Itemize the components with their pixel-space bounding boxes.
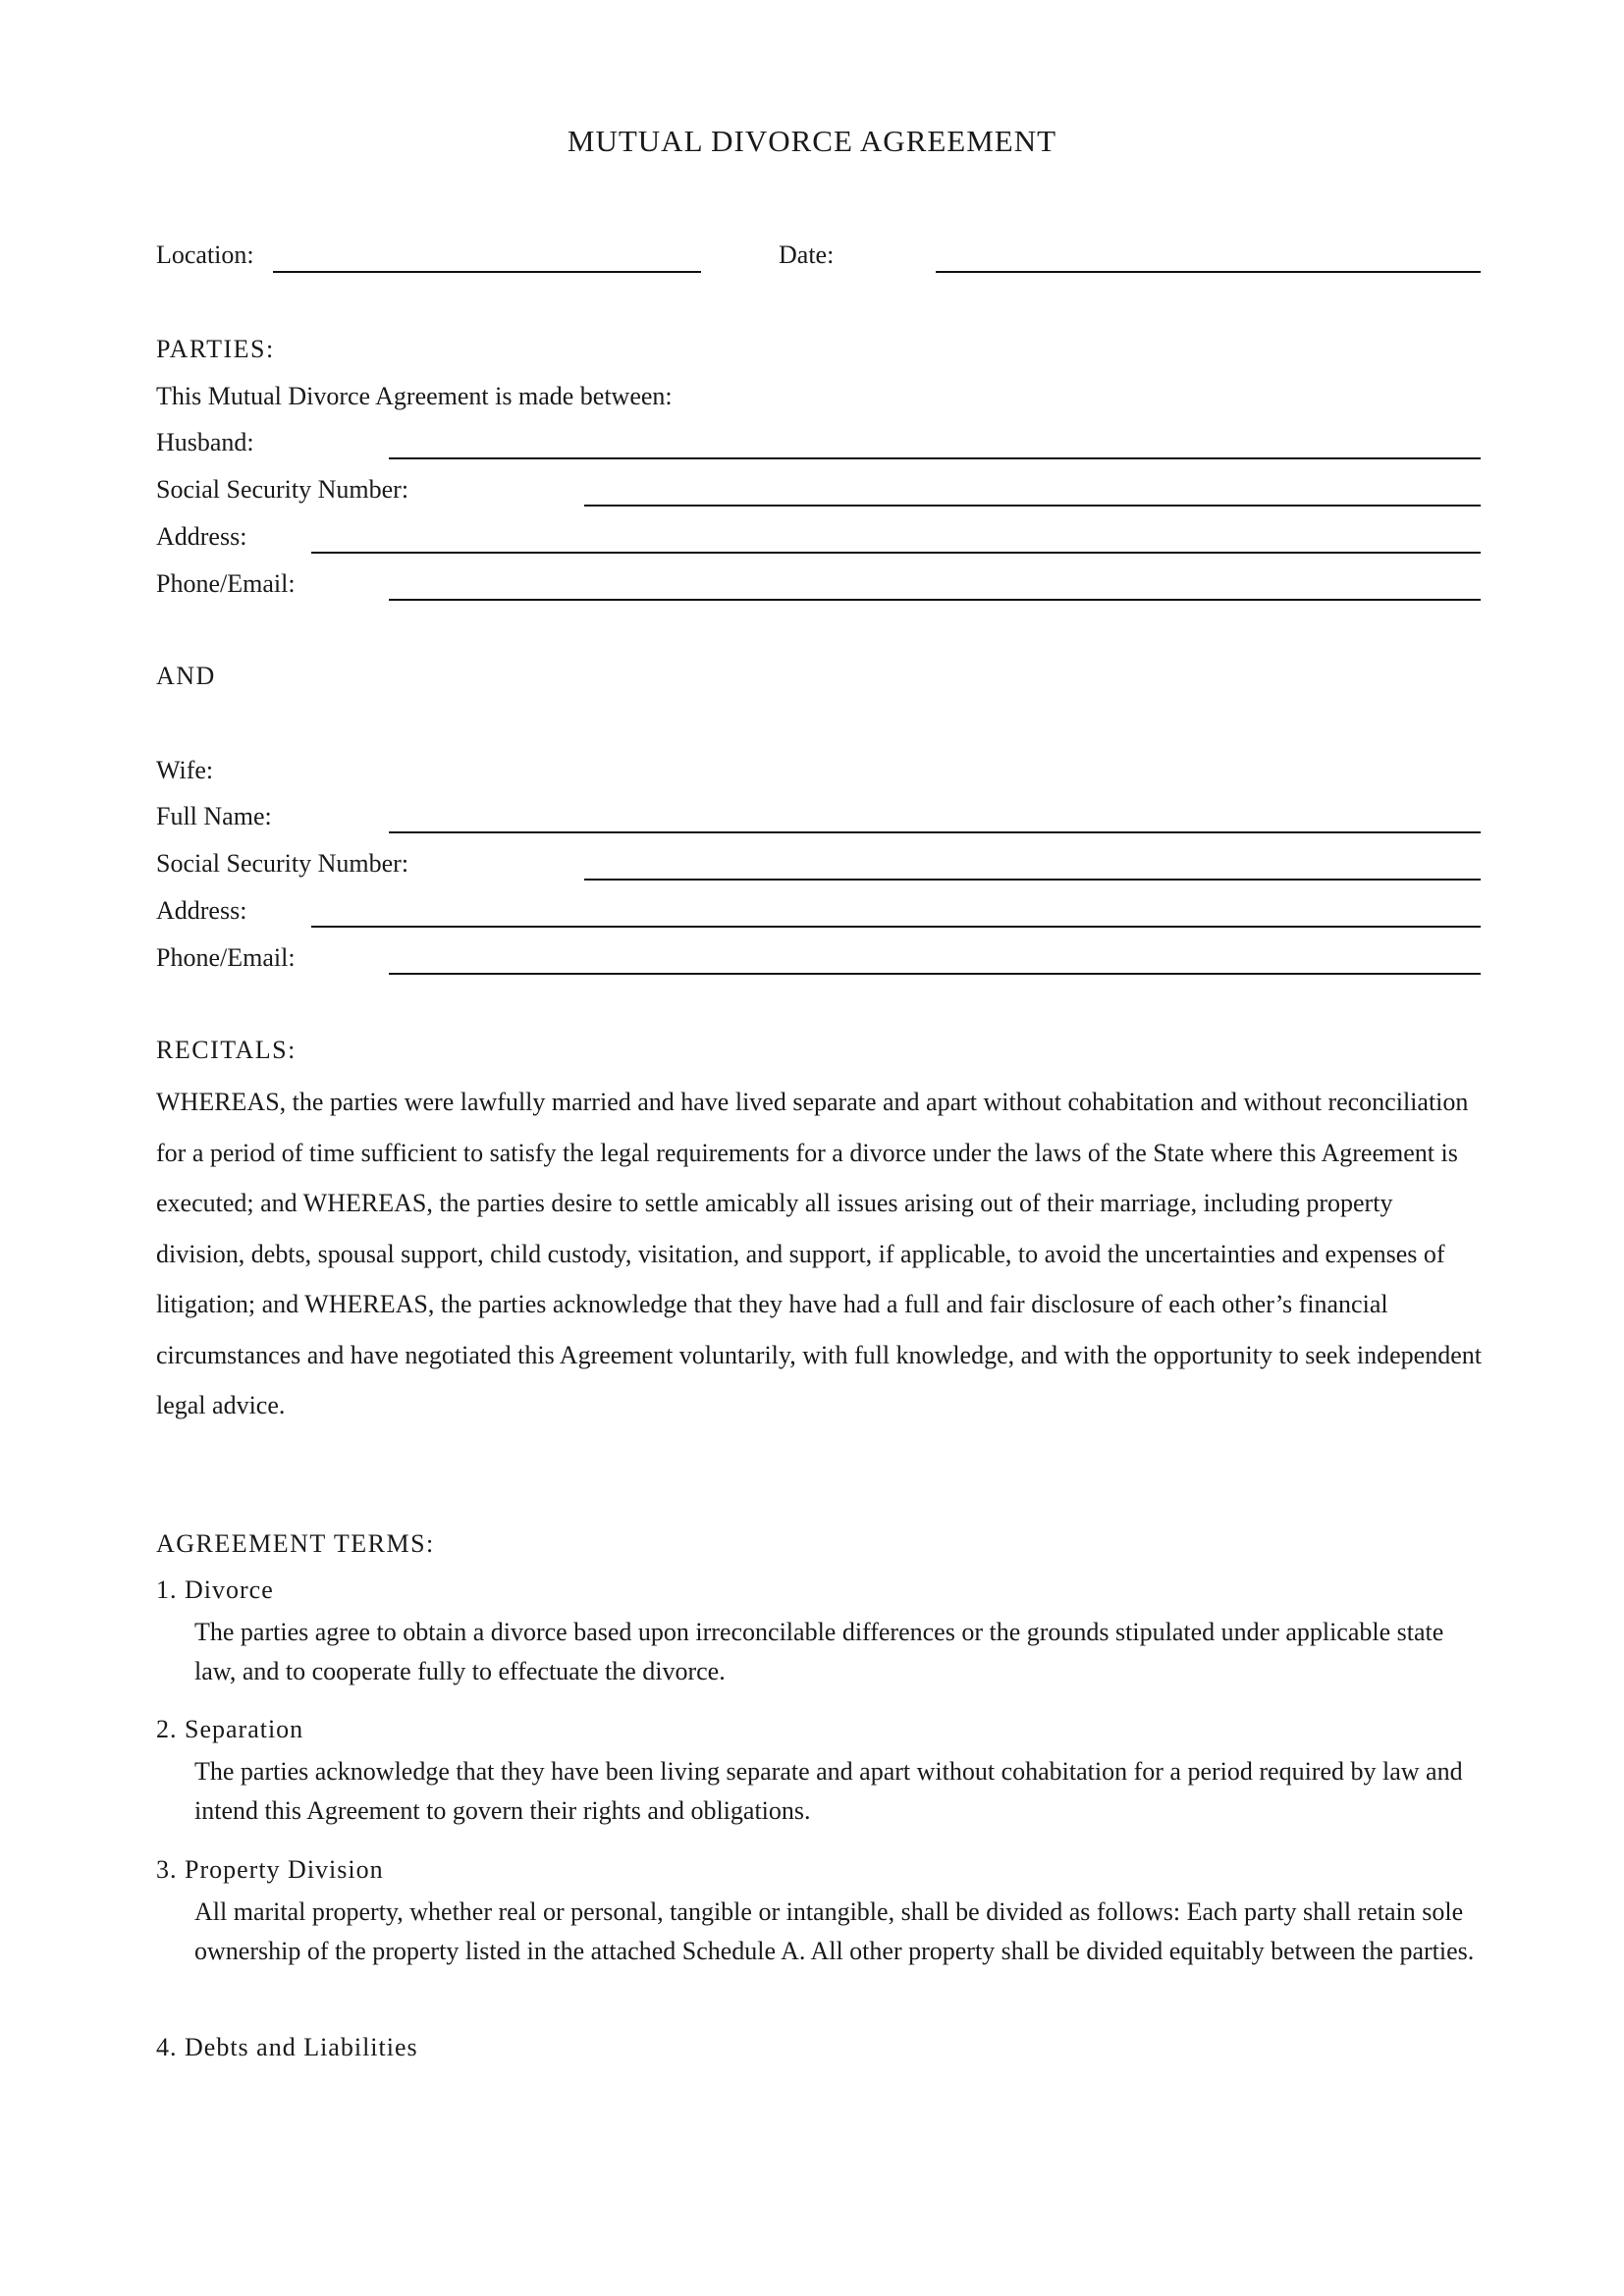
husband-ssn-field[interactable] [584,505,1481,507]
wife-label: Wife: [156,756,214,784]
husband-label: Husband: [156,428,254,456]
term-title-debts-liabilities: 4. Debts and Liabilities [156,2033,418,2061]
terms-heading: AGREEMENT TERMS: [156,1529,435,1558]
wife-ssn-label: Social Security Number: [156,849,409,878]
location-label: Location: [156,240,254,269]
husband-name-field[interactable] [389,457,1481,459]
wife-name-field[interactable] [389,831,1481,833]
wife-contact-field[interactable] [389,973,1481,975]
recitals-heading: RECITALS: [156,1036,297,1064]
wife-contact-label: Phone/Email: [156,943,296,972]
parties-heading: PARTIES: [156,335,275,363]
husband-contact-label: Phone/Email: [156,569,296,598]
location-field[interactable] [273,271,701,273]
date-field[interactable] [936,271,1481,273]
parties-intro: This Mutual Divorce Agreement is made between: [156,382,673,410]
husband-ssn-label: Social Security Number: [156,475,409,504]
term-title-divorce: 1. Divorce [156,1575,274,1604]
wife-name-label: Full Name: [156,802,272,830]
term-title-separation: 2. Separation [156,1715,304,1743]
date-label: Date: [779,240,835,269]
husband-contact-field[interactable] [389,599,1481,601]
term-body-separation: The parties acknowledge that they have been living separate and apart without cohabitation for a period required by law and intend this Agreement to govern their rights and obligations. [194,1757,1463,1825]
husband-address-field[interactable] [311,552,1481,554]
wife-address-label: Address: [156,896,247,925]
recitals-body: WHEREAS, the parties were lawfully married and have lived separate and apart without cohabitation and without reconciliation for a period of time sufficient to satisfy the legal requirements for a divorce under the laws of the State where this Agreement is executed; and WHEREAS, the parties desire to settle amicably all issues arising out of their marriage, including property division, debts, spousal support, child custody, visitation, and support, if applicable, to avoid the uncertainties and expenses of litigation; and WHEREAS, the parties acknowledge that they have had a full and fair disclosure of each other’s financial circumstances and have negotiated this Agreement voluntarily, with full knowledge, and with the opportunity to seek independent legal advice. [156,1088,1482,1419]
term-title-property-division: 3. Property Division [156,1855,384,1884]
wife-address-field[interactable] [311,926,1481,928]
wife-ssn-field[interactable] [584,879,1481,881]
and-label: AND [156,662,216,690]
document-title: MUTUAL DIVORCE AGREEMENT [567,124,1057,158]
term-body-divorce: The parties agree to obtain a divorce based upon irreconcilable differences or the grounds stipulated under applicable state law, and to cooperate fully to effectuate the divorce. [194,1618,1444,1685]
husband-address-label: Address: [156,522,247,551]
term-body-property-division: All marital property, whether real or personal, tangible or intangible, shall be divided as follows: Each party shall retain sole ownership of the property listed in the attached Schedule A. All other property shall be divided equitably between the parties. [194,1897,1475,1965]
